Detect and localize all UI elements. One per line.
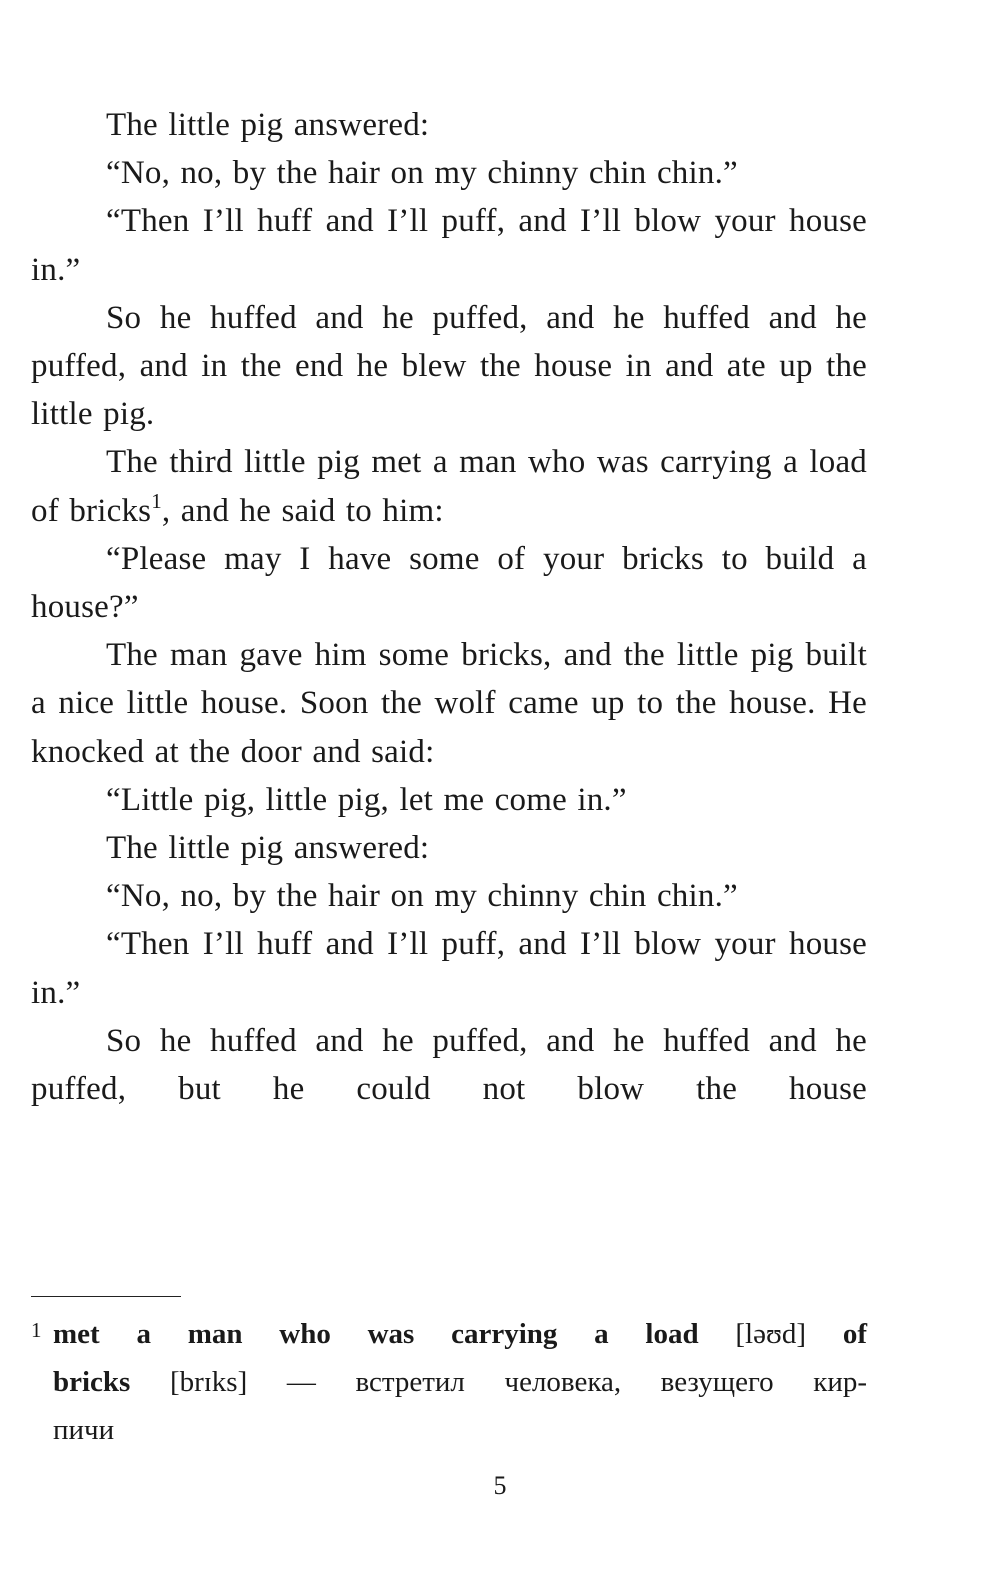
paragraph: The man gave him some bricks, and the little pig built a nice little house. Soon the wolf came up to the house. He knocked at the door and said: [31, 637, 867, 770]
paragraph-text: , and he said to him: [161, 492, 444, 529]
page-number: 5 [493, 1471, 507, 1500]
footnote-line [53, 1310, 867, 1358]
paragraph-with-footnote-ref [31, 438, 867, 534]
footnote-translation: — встретил человека, везущего кир- [286, 1366, 868, 1398]
paragraph: “Then I’ll huff and I’ll puff, and I’ll blow your house in.” [31, 203, 867, 288]
paragraph: “Little pig, little pig, let me come in.” [106, 781, 627, 818]
paragraph: “No, no, by the hair on my chinny chin chin.” [106, 878, 738, 915]
footnote-term: of [842, 1318, 867, 1350]
paragraph-text: The third little pig met a man who was carrying a load of bricks [31, 444, 867, 529]
story-text [31, 101, 867, 1113]
paragraph: The little pig answered: [106, 107, 430, 143]
footnote-body [31, 1310, 867, 1454]
footnote-divider [31, 1296, 181, 1297]
footnote-line [53, 1358, 867, 1406]
footnote-term: bricks [53, 1366, 131, 1398]
footnote-number: 1 [31, 1318, 42, 1342]
footnote-line: пичи [53, 1414, 115, 1446]
paragraph: “Then I’ll huff and I’ll puff, and I’ll blow your house in.” [31, 926, 867, 1011]
footnote-term: met a man who was carrying a load [53, 1318, 699, 1350]
paragraph: “No, no, by the hair on my chinny chin chin.” [106, 155, 738, 192]
paragraph: So he huffed and he puffed, and he huffed and he puffed, but he could not blow the house [31, 1022, 867, 1108]
paragraph: So he huffed and he puffed, and he huffed and he puffed, and in the end he blew the house in and ate up the little pig. [31, 299, 867, 433]
footnote-transcription: [ləʊd] [735, 1318, 807, 1350]
paragraph: “Please may I have some of your bricks to build a house?” [31, 540, 867, 626]
footnote [31, 1310, 867, 1454]
footnote-transcription: [brɪks] [169, 1366, 248, 1398]
footnote-reference: 1 [151, 488, 162, 513]
paragraph: The little pig answered: [106, 830, 430, 867]
